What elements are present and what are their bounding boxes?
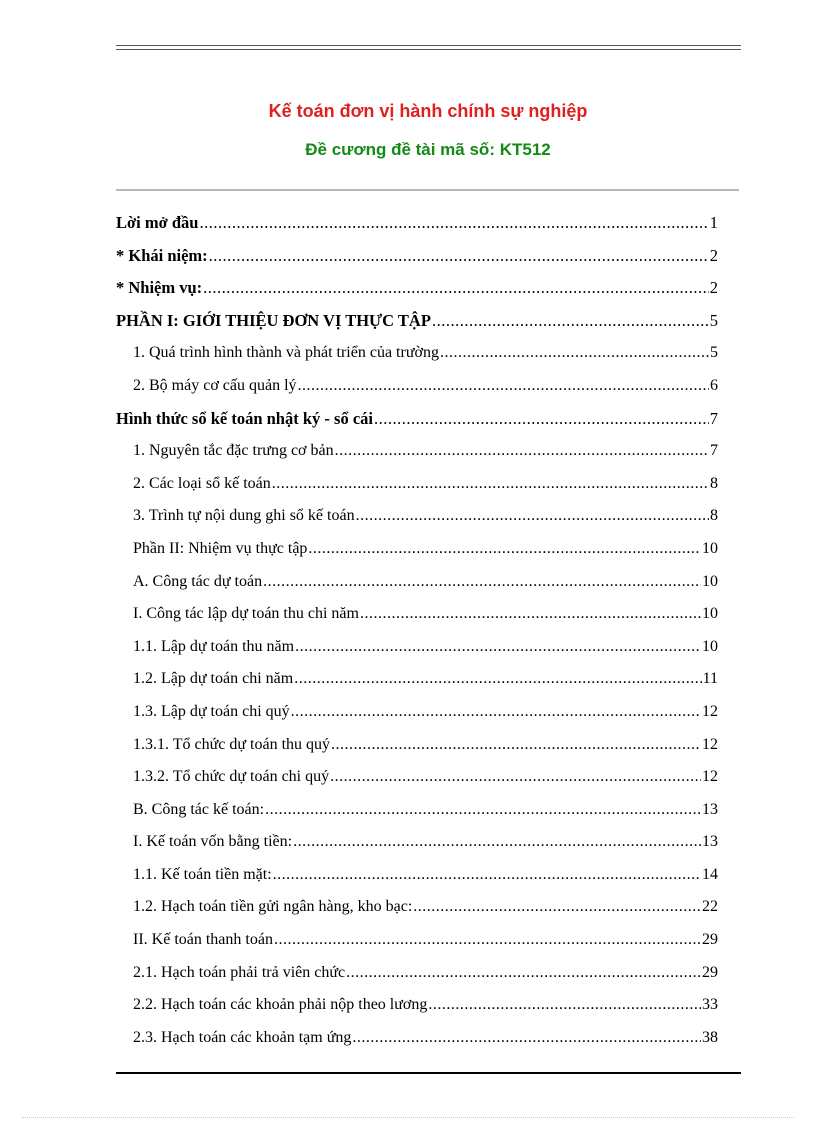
toc-entry[interactable] xyxy=(116,957,718,990)
toc-leader-dots xyxy=(428,989,701,1022)
toc-entry-label: 1.3. Lập dự toán chi quý xyxy=(133,702,290,720)
toc-leader-dots xyxy=(360,598,701,631)
toc-entry-label: PHẦN I: GIỚI THIỆU ĐƠN VỊ THỰC TẬP xyxy=(116,310,431,330)
toc-leader-dots xyxy=(199,207,708,240)
toc-entry-page-number: 12 xyxy=(702,735,718,753)
toc-leader-dots xyxy=(308,533,701,566)
title-separator xyxy=(116,189,739,191)
toc-entry-page-number: 2 xyxy=(709,278,718,298)
toc-entry-page-number: 6 xyxy=(710,376,718,394)
toc-entry-label: B. Công tác kế toán: xyxy=(133,800,265,818)
toc-entry[interactable] xyxy=(116,435,718,468)
toc-entry-page-number: 33 xyxy=(702,996,718,1014)
toc-entry-page-number: 14 xyxy=(702,865,718,883)
toc-entry-label: 1.2. Hạch toán tiền gửi ngân hàng, kho bạc: xyxy=(133,898,413,916)
toc-entry[interactable] xyxy=(116,598,718,631)
toc-entry-label: * Nhiệm vụ: xyxy=(116,278,203,298)
toc-entry-label: II. Kế toán thanh toán xyxy=(133,931,273,949)
toc-entry-label: 1.2. Lập dự toán chi năm xyxy=(133,670,294,688)
toc-entry-label: I. Kế toán vốn bằng tiền: xyxy=(133,833,293,851)
toc-entry-label: I. Công tác lập dự toán thu chi năm xyxy=(133,605,359,623)
toc-entry[interactable] xyxy=(116,891,718,924)
toc-entry-label: Hình thức sổ kế toán nhật ký - sổ cái xyxy=(116,408,373,428)
toc-leader-dots xyxy=(293,826,701,859)
toc-entry-label: 2. Bộ máy cơ cấu quản lý xyxy=(133,376,297,394)
toc-entry[interactable] xyxy=(116,663,718,696)
toc-entry-label: 1.1. Lập dự toán thu năm xyxy=(133,637,295,655)
toc-entry-page-number: 38 xyxy=(702,1028,718,1046)
page-edge-dotted-line xyxy=(22,1117,794,1118)
toc-entry[interactable] xyxy=(116,337,718,370)
toc-leader-dots xyxy=(274,924,701,957)
toc-entry-page-number: 12 xyxy=(702,768,718,786)
toc-entry[interactable] xyxy=(116,403,718,436)
toc-entry-page-number: 29 xyxy=(702,963,718,981)
toc-entry-label: 1. Quá trình hình thành và phát triển của trường xyxy=(133,344,439,362)
toc-entry[interactable] xyxy=(116,1022,718,1055)
toc-leader-dots xyxy=(265,794,701,827)
toc-entry-label: * Khái niệm: xyxy=(116,245,208,265)
toc-leader-dots xyxy=(298,370,709,403)
toc-entry-page-number: 1 xyxy=(709,213,718,232)
toc-entry-label: 3. Trình tự nội dung ghi sổ kế toán xyxy=(133,507,355,525)
toc-leader-dots xyxy=(291,696,701,729)
toc-leader-dots xyxy=(335,435,709,468)
toc-entry[interactable] xyxy=(116,631,718,664)
toc-entry[interactable] xyxy=(116,370,718,403)
toc-leader-dots xyxy=(331,729,701,762)
toc-entry-page-number: 7 xyxy=(709,408,718,428)
toc-leader-dots xyxy=(203,272,709,305)
toc-leader-dots xyxy=(440,337,709,370)
toc-entry[interactable] xyxy=(116,566,718,599)
toc-entry-label: 2.3. Hạch toán các khoản tạm ứng xyxy=(133,1028,352,1046)
toc-entry-page-number: 10 xyxy=(702,637,718,655)
toc-entry-label: 1. Nguyên tắc đặc trưng cơ bản xyxy=(133,442,334,460)
toc-entry-page-number: 10 xyxy=(702,605,718,623)
toc-entry[interactable] xyxy=(116,696,718,729)
table-of-contents xyxy=(116,207,718,1054)
toc-entry[interactable] xyxy=(116,826,718,859)
toc-entry-label: 1.3.1. Tổ chức dự toán thu quý xyxy=(133,735,331,753)
toc-leader-dots xyxy=(374,403,709,436)
toc-entry-page-number: 12 xyxy=(702,702,718,720)
header-double-rule xyxy=(116,45,741,50)
toc-entry[interactable] xyxy=(116,761,718,794)
toc-entry[interactable] xyxy=(116,533,718,566)
toc-entry-label: 2.2. Hạch toán các khoản phải nộp theo lương xyxy=(133,996,428,1014)
toc-leader-dots xyxy=(356,500,709,533)
toc-entry-page-number: 8 xyxy=(710,474,718,492)
toc-entry-label: Phần II: Nhiệm vụ thực tập xyxy=(133,539,308,557)
toc-leader-dots xyxy=(272,468,709,501)
toc-entry[interactable] xyxy=(116,924,718,957)
toc-entry-page-number: 29 xyxy=(702,931,718,949)
toc-entry[interactable] xyxy=(116,207,718,240)
toc-entry[interactable] xyxy=(116,305,718,338)
toc-entry-label: 1.1. Kế toán tiền mặt: xyxy=(133,865,272,883)
toc-entry-page-number: 5 xyxy=(709,310,718,330)
toc-entry[interactable] xyxy=(116,989,718,1022)
toc-entry-label: Lời mở đầu xyxy=(116,213,199,232)
toc-entry-page-number: 11 xyxy=(702,670,718,688)
toc-entry-page-number: 2 xyxy=(709,245,718,265)
footer-rule xyxy=(116,1072,741,1074)
toc-entry[interactable] xyxy=(116,272,718,305)
toc-entry-page-number: 7 xyxy=(710,442,718,460)
toc-entry[interactable] xyxy=(116,794,718,827)
toc-leader-dots xyxy=(295,631,701,664)
toc-entry[interactable] xyxy=(116,859,718,892)
toc-entry-page-number: 8 xyxy=(710,507,718,525)
toc-entry[interactable] xyxy=(116,500,718,533)
toc-leader-dots xyxy=(346,957,701,990)
toc-leader-dots xyxy=(294,663,701,696)
toc-entry-page-number: 5 xyxy=(710,344,718,362)
toc-entry-page-number: 13 xyxy=(702,800,718,818)
document-title: Kế toán đơn vị hành chính sự nghiệp xyxy=(268,101,588,121)
document-subtitle: Đề cương đề tài mã số: KT512 xyxy=(305,140,551,159)
toc-leader-dots xyxy=(352,1022,701,1055)
toc-entry-label: 2. Các loại sổ kế toán xyxy=(133,474,271,492)
toc-entry[interactable] xyxy=(116,729,718,762)
toc-leader-dots xyxy=(263,566,701,599)
toc-entry-label: 1.3.2. Tổ chức dự toán chi quý xyxy=(133,768,330,786)
toc-entry-label: A. Công tác dự toán xyxy=(133,572,263,590)
toc-entry-page-number: 10 xyxy=(702,539,718,557)
toc-entry-label: 2.1. Hạch toán phải trả viên chức xyxy=(133,963,346,981)
toc-entry[interactable] xyxy=(116,240,718,273)
toc-entry-page-number: 22 xyxy=(702,898,718,916)
toc-leader-dots xyxy=(432,305,709,338)
toc-leader-dots xyxy=(413,891,701,924)
toc-entry-page-number: 13 xyxy=(702,833,718,851)
toc-entry[interactable] xyxy=(116,468,718,501)
toc-leader-dots xyxy=(273,859,701,892)
toc-leader-dots xyxy=(209,240,709,273)
toc-entry-page-number: 10 xyxy=(702,572,718,590)
toc-leader-dots xyxy=(330,761,701,794)
